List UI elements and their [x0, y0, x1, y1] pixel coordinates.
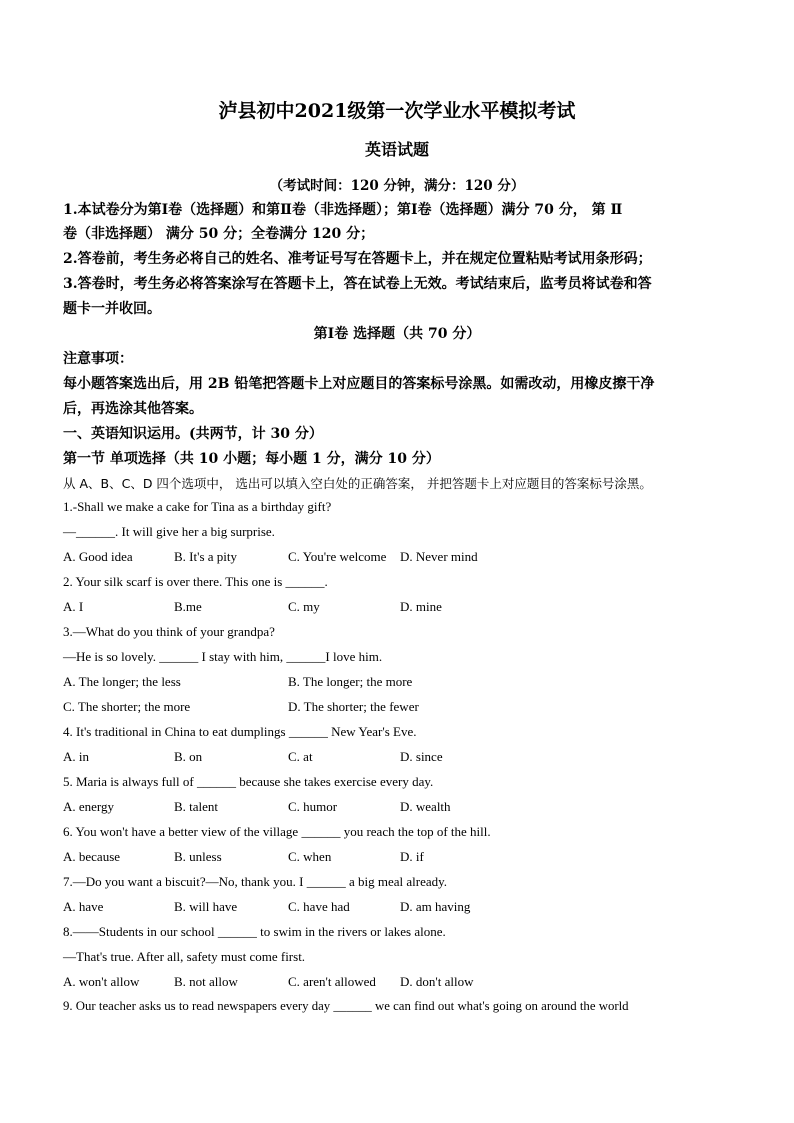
option-c: C. when: [288, 849, 332, 864]
option-a: A. have: [63, 899, 104, 914]
option-c: C. The shorter; the more: [63, 699, 191, 714]
question-text: 9. Our teacher asks us to read newspapers every day ______ we can find out what's going on around the world: [63, 999, 629, 1013]
instruction-line: 卷（非选择题） 满分 50 分；全卷满分 120 分；: [63, 226, 375, 242]
option-b: B. The longer; the more: [288, 674, 413, 689]
option-b: B. will have: [174, 899, 238, 914]
option-a: A. Good idea: [63, 549, 133, 564]
option-c: C. humor: [288, 799, 338, 814]
instruction-line: 题卡一并收回。: [63, 301, 161, 317]
option-b: B. It's a pity: [174, 549, 238, 564]
instruction-line: 3.答卷时，考生务必将答案涂写在答题卡上，答在试卷上无效。考试结束后，监考员将试卷和答: [63, 276, 652, 292]
exam-title: 泸县初中2021级第一次学业水平模拟考试: [218, 100, 576, 122]
option-c: C. You're welcome: [288, 549, 387, 564]
question-text: 8.——Students in our school ______ to swim in the rivers or lakes alone.: [63, 924, 446, 939]
exam-subtitle: 英语试题: [364, 140, 429, 159]
option-d: D. don't allow: [400, 974, 474, 989]
option-b: B.me: [174, 599, 202, 614]
notice-line: 后，再选涂其他答案。: [63, 401, 203, 417]
option-d: D. if: [400, 849, 424, 864]
option-c: C. my: [288, 599, 320, 614]
subpart-heading: 第一节 单项选择（共 10 小题；每小题 1 分，满分 10 分）: [63, 451, 440, 467]
notice-title: 注意事项：: [63, 351, 133, 367]
question-text: 5. Maria is always full of ______ because she takes exercise every day.: [63, 774, 434, 789]
question-text: —That's true. After all, safety must come first.: [63, 949, 306, 964]
option-a: A. I: [63, 599, 84, 614]
notice-line: 每小题答案选出后，用 2B 铅笔把答题卡上对应题目的答案标号涂黑。如需改动，用橡皮擦干净: [63, 376, 655, 392]
option-d: D. Never mind: [400, 549, 478, 564]
option-a: A. won't allow: [63, 974, 140, 989]
question-text: 2. Your silk scarf is over there. This one is ______.: [63, 574, 328, 589]
option-a: A. because: [63, 849, 121, 864]
option-b: B. not allow: [174, 974, 238, 989]
section-heading: 第Ⅰ卷 选择题（共 70 分）: [313, 326, 481, 342]
option-d: D. The shorter; the fewer: [288, 699, 419, 714]
question-text: 6. You won't have a better view of the village ______ you reach the top of the hill.: [63, 824, 491, 839]
question-text: 7.—Do you want a biscuit?—No, thank you. I ______ a big meal already.: [63, 874, 448, 889]
option-b: B. unless: [174, 849, 222, 864]
instruction-line: 2.答卷前，考生务必将自己的姓名、准考证号写在答题卡上，并在规定位置粘贴考试用条形码；: [63, 251, 652, 267]
instruction-line: 1.本试卷分为第Ⅰ卷（选择题）和第Ⅱ卷（非选择题）；第Ⅰ卷（选择题）满分 70 分， 第 Ⅱ: [63, 202, 623, 218]
option-d: D. mine: [400, 599, 442, 614]
directions: 从 A、B、C、D 四个选项中， 选出可以填入空白处的正确答案， 并把答题卡上对应题目的答案标号涂黑。: [63, 476, 652, 491]
part-heading: 一、英语知识运用。(共两节，计 30 分）: [63, 426, 323, 442]
question-text: —______. It will give her a big surprise.: [63, 524, 275, 539]
option-a: A. The longer; the less: [63, 674, 181, 689]
option-d: D. am having: [400, 899, 471, 914]
option-c: C. have had: [288, 899, 350, 914]
option-c: C. aren't allowed: [288, 974, 376, 989]
option-a: A. in: [63, 749, 89, 764]
question-text: 1.-Shall we make a cake for Tina as a birthday gift?: [63, 499, 332, 514]
option-c: C. at: [288, 749, 313, 764]
question-text: 4. It's traditional in China to eat dumplings ______ New Year's Eve.: [63, 724, 417, 739]
option-d: D. wealth: [400, 799, 451, 814]
question-text: 3.—What do you think of your grandpa?: [63, 624, 275, 639]
option-b: B. talent: [174, 799, 219, 814]
option-a: A. energy: [63, 799, 115, 814]
option-d: D. since: [400, 749, 443, 764]
exam-time-note: （考试时间：120 分钟，满分：120 分）: [269, 178, 525, 194]
question-text: —He is so lovely. ______ I stay with him, ______I love him.: [63, 649, 383, 664]
option-b: B. on: [174, 749, 203, 764]
